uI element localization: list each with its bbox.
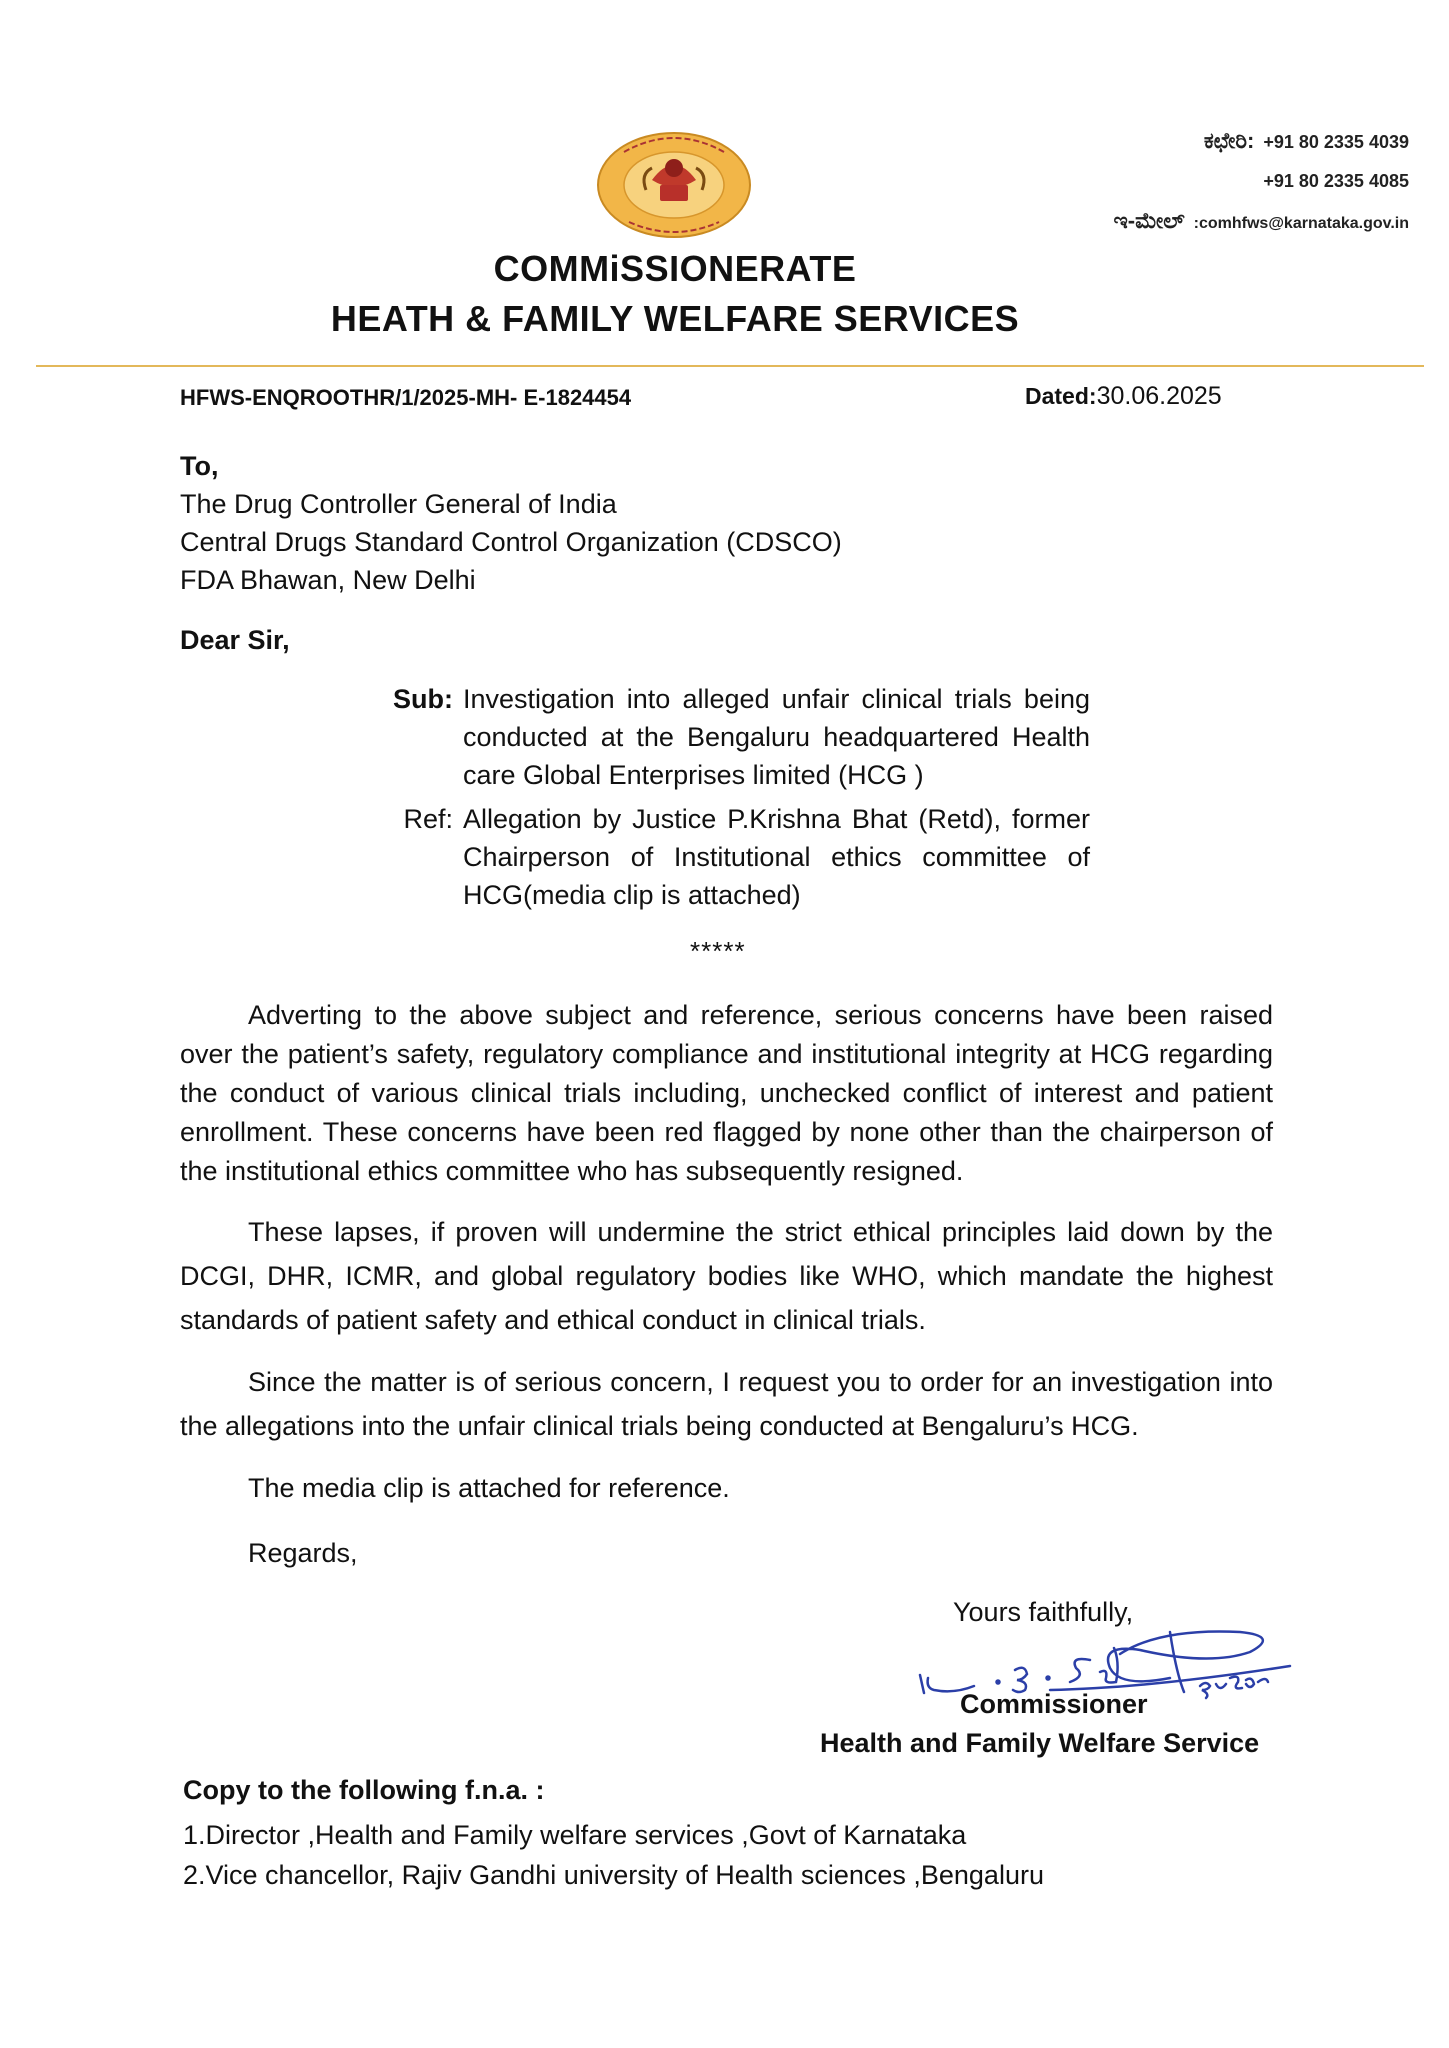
reference-block [360,800,1090,914]
subject-text: Investigation into alleged unfair clinical trials being conducted at the Bengaluru headquartered Health care Global Enterprises limited (HCG ) [463,684,1090,790]
reference-label: Ref: [403,804,453,834]
to-line: To, [180,451,219,481]
address-line: FDA Bhawan, New Delhi [180,565,476,595]
date-label: Dated: [1025,383,1097,409]
phone-label: ಕಛೇರಿ: [1203,128,1255,153]
date-line [1025,382,1222,411]
copy-to-heading: Copy to the following f.n.a. : [183,1775,545,1805]
email-row [1029,206,1409,246]
org-title-line1: COMMiSSIONERATE [493,248,857,289]
paragraph-1: Adverting to the above subject and reference, serious concerns have been raised over the patient’s safety, regulatory compliance and institutional integrity at HCG regarding the conduct of various clinical trials including, unchecked conflict of interest and patient enrollment. These concerns have been red flagged by none other than the chairperson of the institutional ethics committee who has subsequently resigned. [180,1000,1273,1186]
paragraph-3: Since the matter is of serious concern, I request you to order for an investigation into the allegations into the unfair clinical trials being conducted at Bengaluru’s HCG. [180,1367,1273,1441]
org-title-line2: HEATH & FAMILY WELFARE SERVICES [330,298,1020,339]
reference-text: Allegation by Justice P.Krishna Bhat (Retd), former Chairperson of Institutional ethics committee of HCG(media clip is attached) [463,804,1090,910]
paragraph-4: The media clip is attached for reference. [248,1473,730,1503]
address-line: The Drug Controller General of India [180,489,617,519]
subject-label: Sub: [393,684,453,714]
signatory-title: Commissioner [960,1689,1148,1719]
regards: Regards, [248,1538,358,1568]
signatory-organization: Health and Family Welfare Service [820,1728,1260,1758]
separator-stars: ***** [690,936,746,966]
email-label: ಇ-ಮೇಲ್ [1113,208,1185,233]
contact-block [1029,126,1409,246]
copy-to-item: 2.Vice chancellor, Rajiv Gandhi university of Health sciences ,Bengaluru [183,1860,1044,1890]
email-address: :comhfws@karnataka.gov.in [1193,215,1409,232]
salutation: Dear Sir, [180,625,290,655]
phone-number-2: +91 80 2335 4085 [1263,171,1409,191]
header-divider [36,365,1424,367]
paragraph-2: These lapses, if proven will undermine the strict ethical principles laid down by the DCGI, DHR, ICMR, and global regulatory bodies like WHO, which mandate the highest standards of patient safety and ethical conduct in clinical trials. [180,1217,1273,1335]
address-line: Central Drugs Standard Control Organization (CDSCO) [180,527,842,557]
phone-row-1 [1029,126,1409,166]
subject-block [360,680,1090,794]
karnataka-emblem-logo [594,130,754,240]
phone-number-1: +91 80 2335 4039 [1263,132,1409,152]
recipient-address [180,485,842,599]
copy-to-item: 1.Director ,Health and Family welfare services ,Govt of Karnataka [183,1820,967,1850]
reference-number: HFWS-ENQROOTHR/1/2025-MH- E-1824454 [180,385,632,410]
phone-row-2 [1029,166,1409,206]
date-value: 30.06.2025 [1096,382,1222,410]
closing-line: Yours faithfully, [953,1597,1134,1627]
